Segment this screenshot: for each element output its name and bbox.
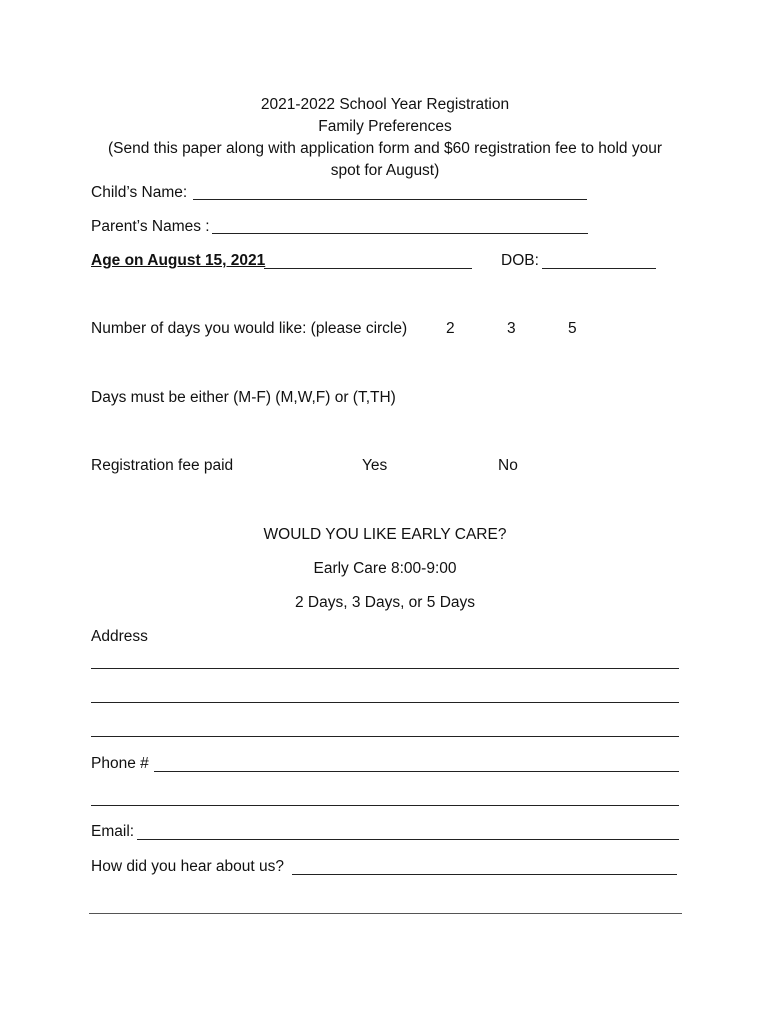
child-name-field[interactable]: [193, 199, 587, 200]
phone-field[interactable]: [154, 771, 679, 772]
age-field[interactable]: [264, 268, 472, 269]
bottom-divider: [89, 913, 682, 914]
phone-label: Phone #: [91, 755, 149, 772]
early-care-heading: WOULD YOU LIKE EARLY CARE?: [263, 526, 507, 543]
registration-no-option[interactable]: No: [498, 457, 518, 474]
early-care-options: 2 Days, 3 Days, or 5 Days: [294, 594, 476, 611]
days-label: Number of days you would like: (please circle): [91, 320, 408, 337]
days-option-2[interactable]: 2: [446, 320, 455, 337]
registration-yes-option[interactable]: Yes: [362, 457, 388, 474]
days-rule-text: Days must be either (M-F) (M,W,F) or (T,TH): [91, 389, 396, 406]
parent-names-label: Parent’s Names :: [91, 218, 210, 235]
dob-field[interactable]: [542, 268, 656, 269]
age-label: Age on August 15, 2021: [91, 252, 266, 269]
hear-about-label: How did you hear about us?: [91, 858, 285, 875]
email-field[interactable]: [137, 839, 679, 840]
parent-names-field[interactable]: [212, 233, 588, 234]
form-instructions-line1: (Send this paper along with application form and $60 registration fee to hold your: [107, 140, 663, 157]
registration-fee-label: Registration fee paid: [91, 457, 234, 474]
address-label: Address: [91, 628, 148, 645]
child-name-label: Child’s Name:: [91, 184, 188, 201]
phone-extra-line[interactable]: [91, 805, 679, 806]
dob-label: DOB:: [501, 252, 539, 269]
address-line-1[interactable]: [91, 668, 679, 669]
hear-about-field[interactable]: [292, 874, 677, 875]
address-line-2[interactable]: [91, 702, 679, 703]
days-option-5[interactable]: 5: [568, 320, 577, 337]
form-subtitle: Family Preferences: [318, 118, 452, 135]
email-label: Email:: [91, 823, 135, 840]
form-title: 2021-2022 School Year Registration: [260, 96, 510, 113]
early-care-time: Early Care 8:00-9:00: [313, 560, 457, 577]
address-line-3[interactable]: [91, 736, 679, 737]
days-option-3[interactable]: 3: [507, 320, 516, 337]
form-instructions-line2: spot for August): [330, 162, 440, 179]
